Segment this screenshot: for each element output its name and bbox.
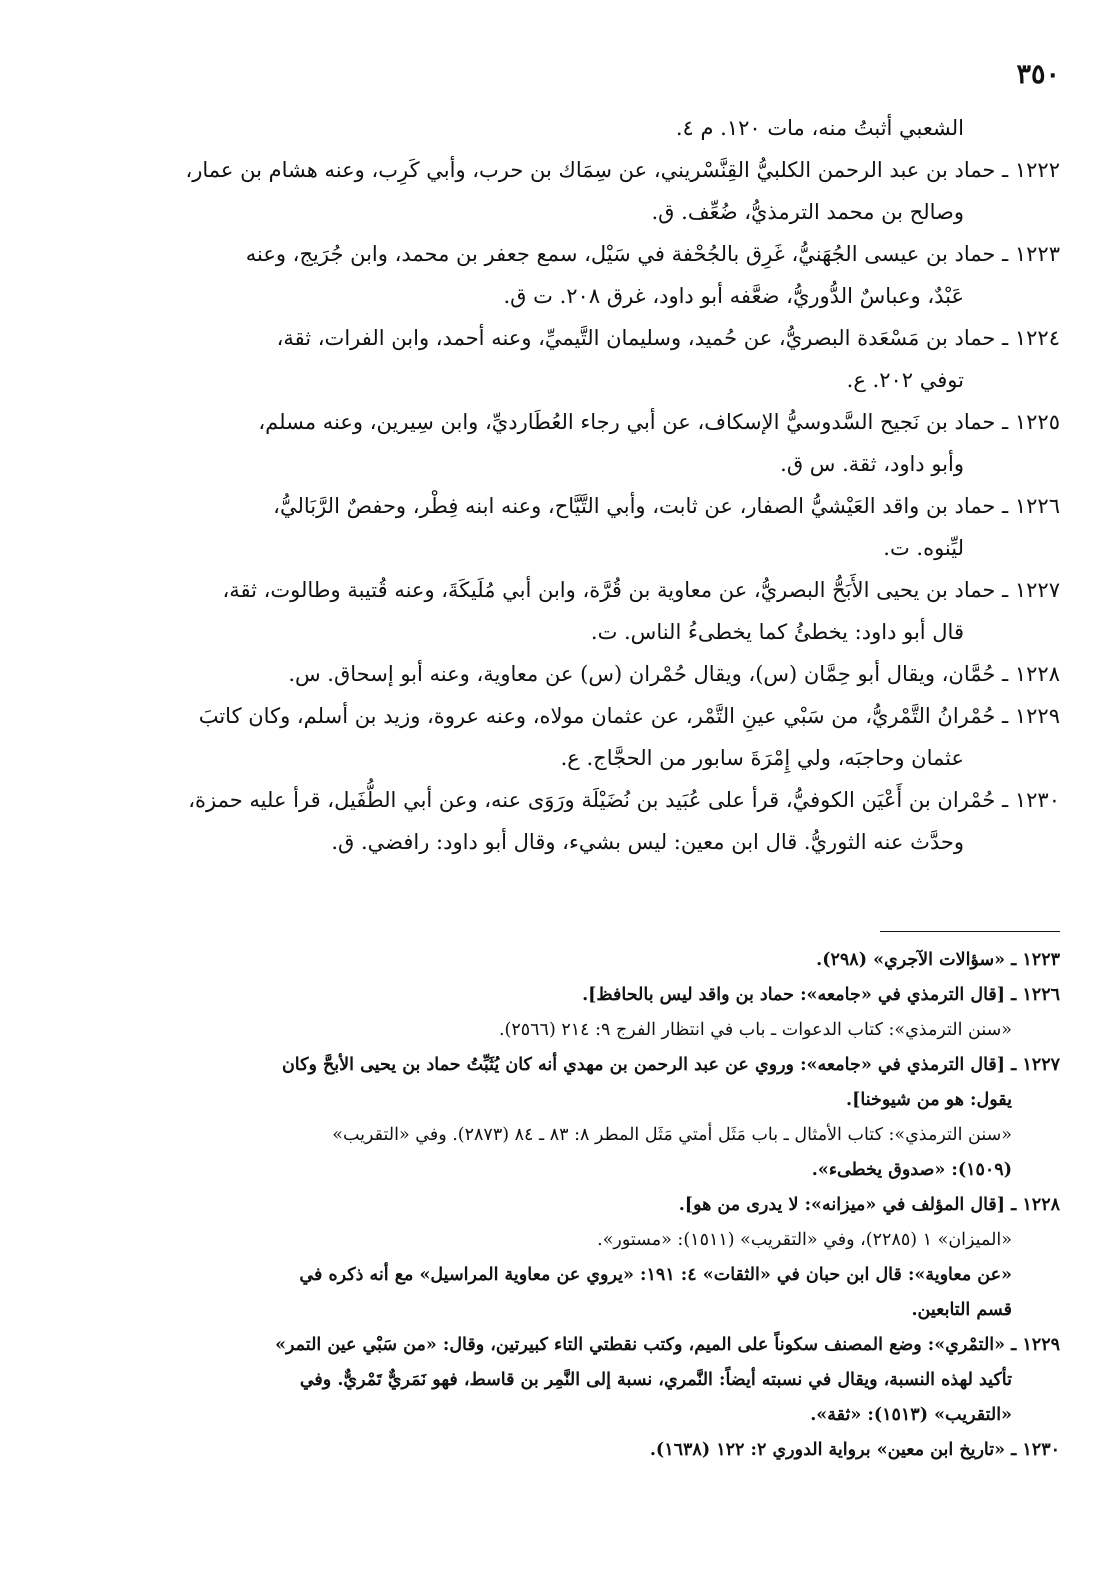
footnote-line: قسم التابعين.	[911, 1300, 1012, 1320]
footnote-line: ١٢٢٨ ـ [قال المؤلف في «ميزانه»: لا يدرى من هو].	[678, 1195, 1060, 1215]
footnote-line: «سنن الترمذي»: كتاب الدعوات ـ باب في انتظار الفرج ٩: ٢١٤ (٢٥٦٦).	[498, 1020, 1012, 1040]
entry-line: توفي ٢٠٢. ع.	[846, 368, 964, 392]
footnote-line: «الميزان» ١ (٢٢٨٥)، وفي «التقريب» (١٥١١): «مستور».	[597, 1230, 1012, 1250]
footnote-line: ١٢٢٩ ـ «التمْري»: وضع المصنف سكوناً على الميم، وكتب نقطتي التاء كبيرتين، وقال: «من سَبْي عين التمر»	[275, 1335, 1060, 1355]
footnote-line: يقول: هو من شيوخنا].	[846, 1090, 1012, 1110]
page-number: ٣٥٠	[1016, 59, 1060, 90]
main-text	[40, 107, 1060, 863]
footnotes	[40, 943, 1060, 1468]
entry-line: ١٢٢٦ ـ حماد بن واقد العَيْشيُّ الصفار، عن ثابت، وأبي التَّيَّاح، وعنه ابنه فِطْر، وحفصٌ الرَّبَاليُّ،	[273, 494, 1060, 518]
footnote-line: ١٢٢٧ ـ [قال الترمذي في «جامعه»: وروي عن عبد الرحمن بن مهدي أنه كان يُثَبِّتُ حماد بن يحيى الأبحَّ وكان	[281, 1055, 1060, 1075]
footnote-line: ١٢٢٦ ـ [قال الترمذي في «جامعه»: حماد بن واقد ليس بالحافظ].	[582, 985, 1060, 1005]
entry-line: ليِّنوه. ت.	[883, 536, 964, 560]
footnote-line: تأكيد لهذه النسبة، ويقال في نسبته أيضاً: النَّمري، نسبة إلى النَّمِر بن قاسط، فهو نَمَريٌّ تَمْريٌّ. وفي	[299, 1370, 1012, 1390]
footnote-line: «عن معاوية»: قال ابن حبان في «الثقات» ٤: ١٩١: «يروي عن معاوية المراسيل» مع أنه ذكره في	[299, 1265, 1012, 1285]
entry-line: ١٢٢٧ ـ حماد بن يحيى الأَبَحُّ البصريُّ، عن معاوية بن قُرَّة، وابن أبي مُلَيكَةَ، وعنه قُتيبة وطالوت، ثقة،	[222, 578, 1060, 602]
entry-line: قال أبو داود: يخطئُ كما يخطىءُ الناس. ت.	[590, 620, 964, 644]
footnote-line: «سنن الترمذي»: كتاب الأمثال ـ باب مَثَل أمتي مَثَل المطر ٨: ٨٣ ـ ٨٤ (٢٨٧٣). وفي «التقريب»	[332, 1125, 1012, 1145]
entry-line: الشعبي أثبتُ منه، مات ١٢٠. م ٤.	[675, 116, 964, 140]
entry-line: عَبْدٌ، وعباسٌ الدُّوريُّ، ضعَّفه أبو داود، غرق ٢٠٨. ت ق.	[503, 284, 964, 308]
entry-line: وحدَّث عنه الثوريُّ. قال ابن معين: ليس بشيء، وقال أبو داود: رافضي. ق.	[331, 830, 964, 854]
entry-line: ١٢٢٥ ـ حماد بن نَجيح السَّدوسيُّ الإسكاف، عن أبي رجاء العُطَارديِّ، وابن سِيرين، وعنه مسلم،	[258, 410, 1060, 434]
entry-line: ١٢٢٢ ـ حماد بن عبد الرحمن الكلبيُّ القِنَّسْريني، عن سِمَاك بن حرب، وأبي كَرِب، وعنه هشام بن عمار،	[185, 158, 1060, 182]
footnote-line: ١٢٣٠ ـ «تاريخ ابن معين» برواية الدوري ٢: ١٢٢ (١٦٣٨).	[649, 1440, 1060, 1460]
entry-line: ١٢٢٩ ـ حُمْرانُ التَّمْريُّ، من سَبْي عينِ التَّمْر، عن عثمان مولاه، وعنه عروة، وزيد بن أسلم، وكان كاتبَ	[198, 704, 1060, 728]
footnote-line: ١٢٢٣ ـ «سؤالات الآجري» (٢٩٨).	[816, 950, 1060, 970]
footnote-line: «التقريب» (١٥١٣): «ثقة».	[810, 1405, 1012, 1425]
entry-line: وصالح بن محمد الترمذيُّ، ضُعِّف. ق.	[651, 200, 964, 224]
footnote-separator	[880, 931, 1060, 932]
entry-line: ١٢٢٨ ـ حُمَّان، ويقال أبو حِمَّان (س)، ويقال حُمْران (س) عن معاوية، وعنه أبو إسحاق. س.	[288, 662, 1060, 686]
footnote-line: (١٥٠٩): «صدوق يخطىء».	[811, 1160, 1012, 1180]
entry-line: ١٢٢٤ ـ حماد بن مَسْعَدة البصريُّ، عن حُميد، وسليمان التَّيميِّ، وعنه أحمد، وابن الفرات، ثقة،	[276, 326, 1060, 350]
entry-line: ١٢٣٠ ـ حُمْران بن أَعْيَن الكوفيُّ، قرأ على عُبَيد بن نُضَيْلَة ورَوَى عنه، وعن أبي الطُّفَيل، قرأ عليه حمزة،	[188, 788, 1060, 812]
entry-line: ١٢٢٣ ـ حماد بن عيسى الجُهَنيُّ، غَرِق بالجُحْفة في سَيْل، سمع جعفر بن محمد، وابن جُرَيج، وعنه	[245, 242, 1060, 266]
entry-line: عثمان وحاجبَه، ولي إِمْرَةَ سابور من الحجَّاج. ع.	[560, 746, 964, 770]
entry-line: وأبو داود، ثقة. س ق.	[780, 452, 964, 476]
